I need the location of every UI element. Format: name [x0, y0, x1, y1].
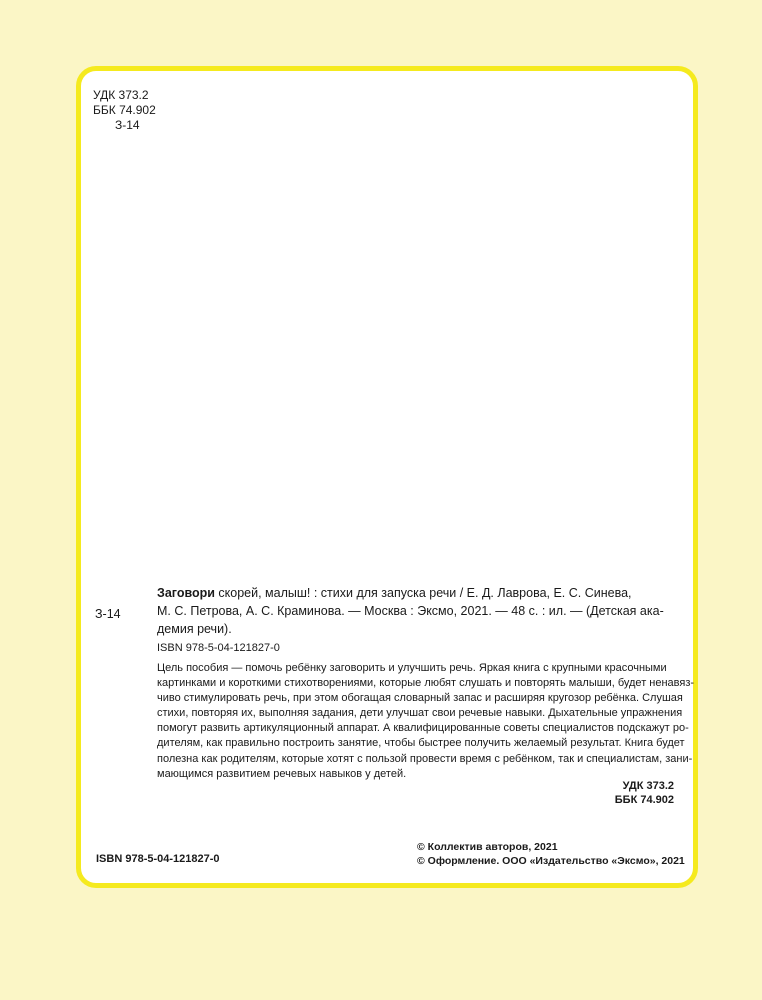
copyright-authors: © Коллектив авторов, 2021: [417, 841, 558, 853]
abstract-line: дителям, как правильно построить занятие, чтобы быстрее получить желаемый результат. Книга будет: [157, 737, 685, 750]
author-mark: З-14: [95, 607, 121, 621]
abstract-line: полезна как родителям, которые хотят с пользой провести время с ребёнком, так и специалистам, зани-: [157, 752, 693, 765]
copyright-block: [417, 840, 685, 868]
book-page: [76, 66, 698, 888]
author-mark-top: З-14: [115, 118, 140, 132]
isbn-bottom: ISBN 978-5-04-121827-0: [96, 853, 220, 865]
citation-line2: М. С. Петрова, А. С. Краминова. — Москва : Эксмо, 2021. — 48 с. : ил. — (Детская ака-: [157, 604, 664, 618]
udk-code-right: УДК 373.2: [622, 780, 674, 792]
isbn-citation: ISBN 978-5-04-121827-0: [157, 642, 280, 654]
abstract-line: стихи, повторяя их, выполняя задания, дети улучшат свои речевые навыки. Дыхательные упражнения: [157, 707, 683, 720]
bbk-code-right: ББК 74.902: [614, 794, 674, 806]
abstract-line: Цель пособия — помочь ребёнку заговорить и улучшить речь. Яркая книга с крупными красочными: [157, 662, 667, 674]
abstract-line: чиво стимулировать речь, при этом обогащая словарный запас и расширяя кругозор ребёнка. Слушая: [157, 692, 683, 705]
book-title: Заговори: [157, 586, 215, 600]
citation-line1: скорей, малыш! : стихи для запуска речи / Е. Д. Лаврова, Е. С. Синева,: [214, 586, 632, 600]
abstract-line: помогут развить артикуляционный аппарат. А квалифицированные советы специалистов подскажут ро-: [157, 722, 689, 735]
udk-code: УДК 373.2: [93, 88, 149, 102]
abstract: [157, 661, 695, 782]
abstract-line: картинками и короткими стихотворениями, которые любят слушать и повторять малыши, будет ненавяз-: [157, 677, 695, 690]
copyright-design: © Оформление. ООО «Издательство «Эксмо», 2021: [417, 855, 685, 867]
citation-line3: демия речи).: [157, 622, 232, 636]
top-classification-codes: [93, 88, 156, 133]
bibliographic-citation: [157, 584, 665, 638]
classification-codes-right: [615, 779, 674, 807]
bbk-code: ББК 74.902: [93, 103, 156, 117]
abstract-line: мающимся развитием речевых навыков у детей.: [157, 767, 407, 780]
